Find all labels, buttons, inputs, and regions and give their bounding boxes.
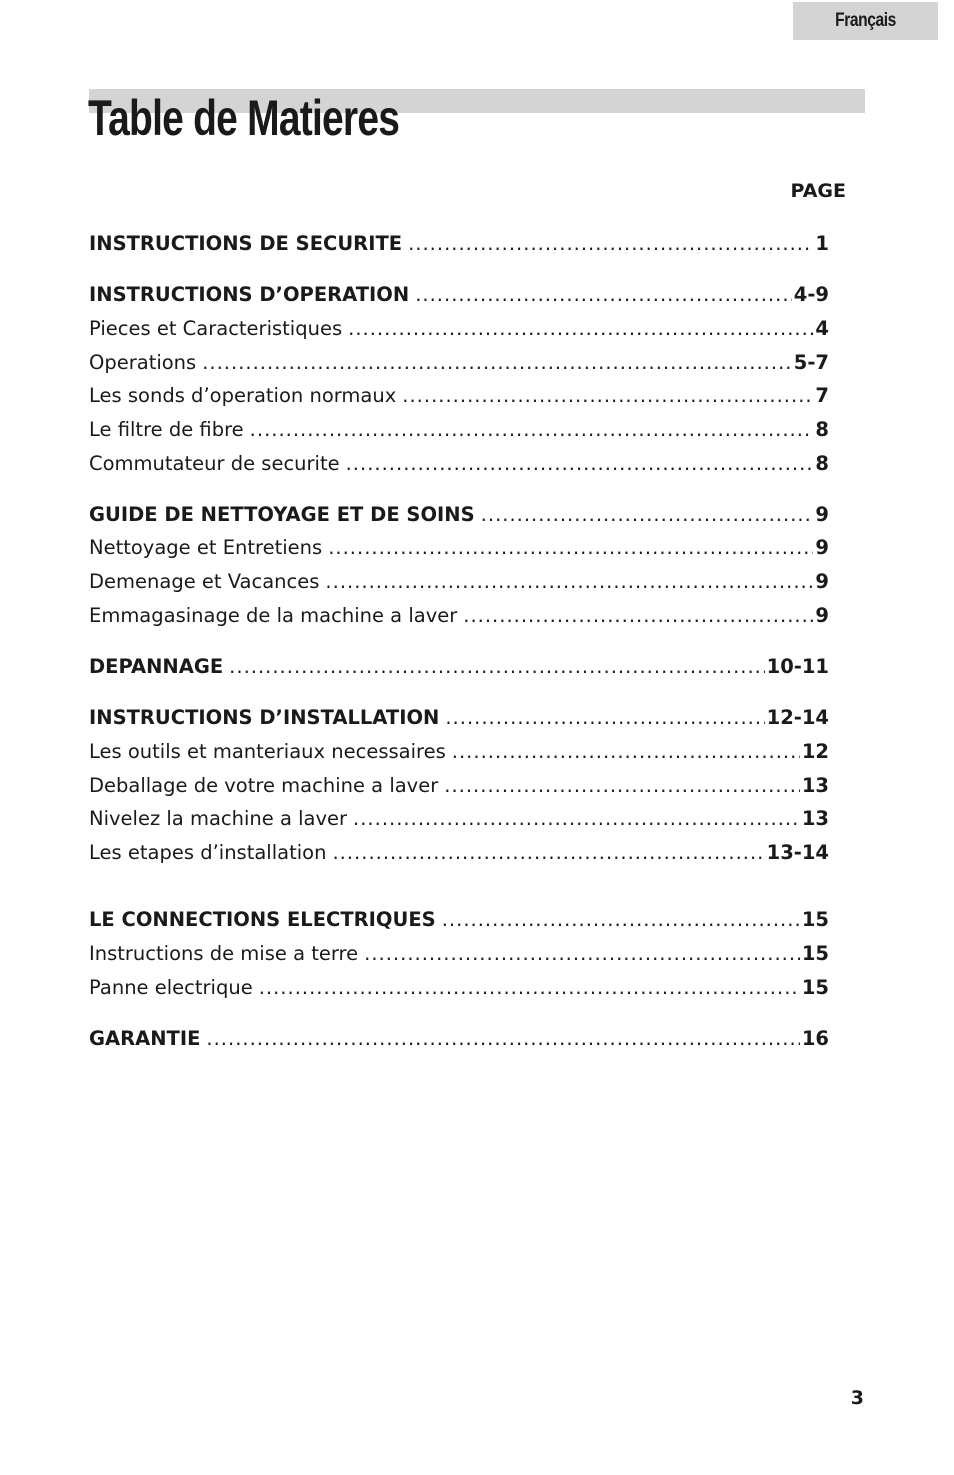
- toc-entry-page: 9: [815, 570, 829, 593]
- toc-entry-label: Deballage de votre machine a laver: [89, 774, 439, 797]
- toc-entry-page: 13: [801, 774, 829, 797]
- toc-entry-page: 13-14: [766, 841, 829, 864]
- toc-entry: [89, 567, 829, 597]
- toc-entry: [89, 348, 829, 378]
- leader-dots: [415, 280, 792, 310]
- toc-entry-label: Nettoyage et Entretiens: [89, 536, 323, 559]
- toc-entry-page: 15: [801, 976, 829, 999]
- toc-entry-label: Les sonds d’operation normaux: [89, 384, 397, 407]
- toc-entry: [89, 905, 829, 935]
- toc-entry-label: Nivelez la machine a laver: [89, 807, 348, 830]
- leader-dots: [353, 804, 800, 834]
- toc-entry: [89, 415, 829, 445]
- leader-dots: [364, 939, 800, 969]
- toc-entry-label: Instructions de mise a terre: [89, 942, 359, 965]
- toc-entry-page: 7: [815, 384, 829, 407]
- toc-entry: [89, 314, 829, 344]
- toc-entry: [89, 381, 829, 411]
- toc-entry-page: 15: [801, 908, 829, 931]
- toc-entry: [89, 500, 829, 530]
- toc-entry-label: Operations: [89, 351, 197, 374]
- toc-entry: [89, 771, 829, 801]
- leader-dots: [259, 973, 800, 1003]
- page-number: 3: [850, 1387, 864, 1409]
- leader-dots: [452, 737, 800, 767]
- leader-dots: [445, 703, 764, 733]
- toc-entry-page: 13: [801, 807, 829, 830]
- toc-entry-page: 9: [815, 536, 829, 559]
- page-column-header: PAGE: [790, 180, 846, 202]
- leader-dots: [229, 652, 764, 682]
- toc-entry-page: 1: [815, 232, 829, 255]
- toc-entry-label: Le filtre de fibre: [89, 418, 244, 441]
- leader-dots: [402, 381, 813, 411]
- toc-entry-label: Les outils et manteriaux necessaires: [89, 740, 446, 763]
- toc-entry-label: Commutateur de securite: [89, 452, 340, 475]
- toc-entry-label: LE CONNECTIONS ELECTRIQUES: [89, 908, 436, 931]
- toc-entry-label: Panne electrique: [89, 976, 253, 999]
- toc-entry-label: Demenage et Vacances: [89, 570, 320, 593]
- leader-dots: [206, 1024, 799, 1054]
- toc-entry-label: INSTRUCTIONS D’INSTALLATION: [89, 706, 440, 729]
- toc-entry-label: Emmagasinage de la machine a laver: [89, 604, 458, 627]
- toc-entry: [89, 973, 829, 1003]
- toc-entry: [89, 652, 829, 682]
- toc-entry-page: 8: [815, 418, 829, 441]
- toc-entry: [89, 449, 829, 479]
- toc-entry-label: GUIDE DE NETTOYAGE ET DE SOINS: [89, 503, 475, 526]
- leader-dots: [346, 449, 814, 479]
- leader-dots: [444, 771, 800, 801]
- toc-entry-label: GARANTIE: [89, 1027, 201, 1050]
- toc-entry-page: 9: [815, 503, 829, 526]
- toc-entry-page: 10-11: [766, 655, 829, 678]
- page-title: Table de Matieres: [88, 90, 400, 146]
- language-tab: Français: [793, 2, 938, 40]
- leader-dots: [250, 415, 814, 445]
- toc-entry: [89, 838, 829, 868]
- leader-dots: [328, 533, 813, 563]
- leader-dots: [332, 838, 764, 868]
- toc-entry: [89, 703, 829, 733]
- leader-dots: [348, 314, 813, 344]
- toc-entry-label: DEPANNAGE: [89, 655, 224, 678]
- toc-entry-label: Les etapes d’installation: [89, 841, 327, 864]
- toc-entry-page: 9: [815, 604, 829, 627]
- leader-dots: [202, 348, 792, 378]
- toc-entry-page: 4-9: [793, 283, 829, 306]
- toc-entry-label: Pieces et Caracteristiques: [89, 317, 343, 340]
- toc-entry: [89, 737, 829, 767]
- toc-entry-page: 15: [801, 942, 829, 965]
- toc-entry-page: 12: [801, 740, 829, 763]
- toc-entry-page: 8: [815, 452, 829, 475]
- toc-entry: [89, 533, 829, 563]
- toc-entry-page: 12-14: [766, 706, 829, 729]
- leader-dots: [408, 229, 813, 259]
- leader-dots: [325, 567, 813, 597]
- leader-dots: [442, 905, 800, 935]
- toc-entry: [89, 229, 829, 259]
- toc-entry-page: 16: [801, 1027, 829, 1050]
- toc-entry: [89, 280, 829, 310]
- toc-entry-page: 4: [815, 317, 829, 340]
- toc-entry: [89, 1024, 829, 1054]
- toc-entry-label: INSTRUCTIONS DE SECURITE: [89, 232, 403, 255]
- toc-entry: [89, 804, 829, 834]
- leader-dots: [463, 601, 813, 631]
- leader-dots: [481, 500, 814, 530]
- toc-entry-label: INSTRUCTIONS D’OPERATION: [89, 283, 410, 306]
- toc-entry: [89, 601, 829, 631]
- toc-entry: [89, 939, 829, 969]
- toc-entry-page: 5-7: [793, 351, 829, 374]
